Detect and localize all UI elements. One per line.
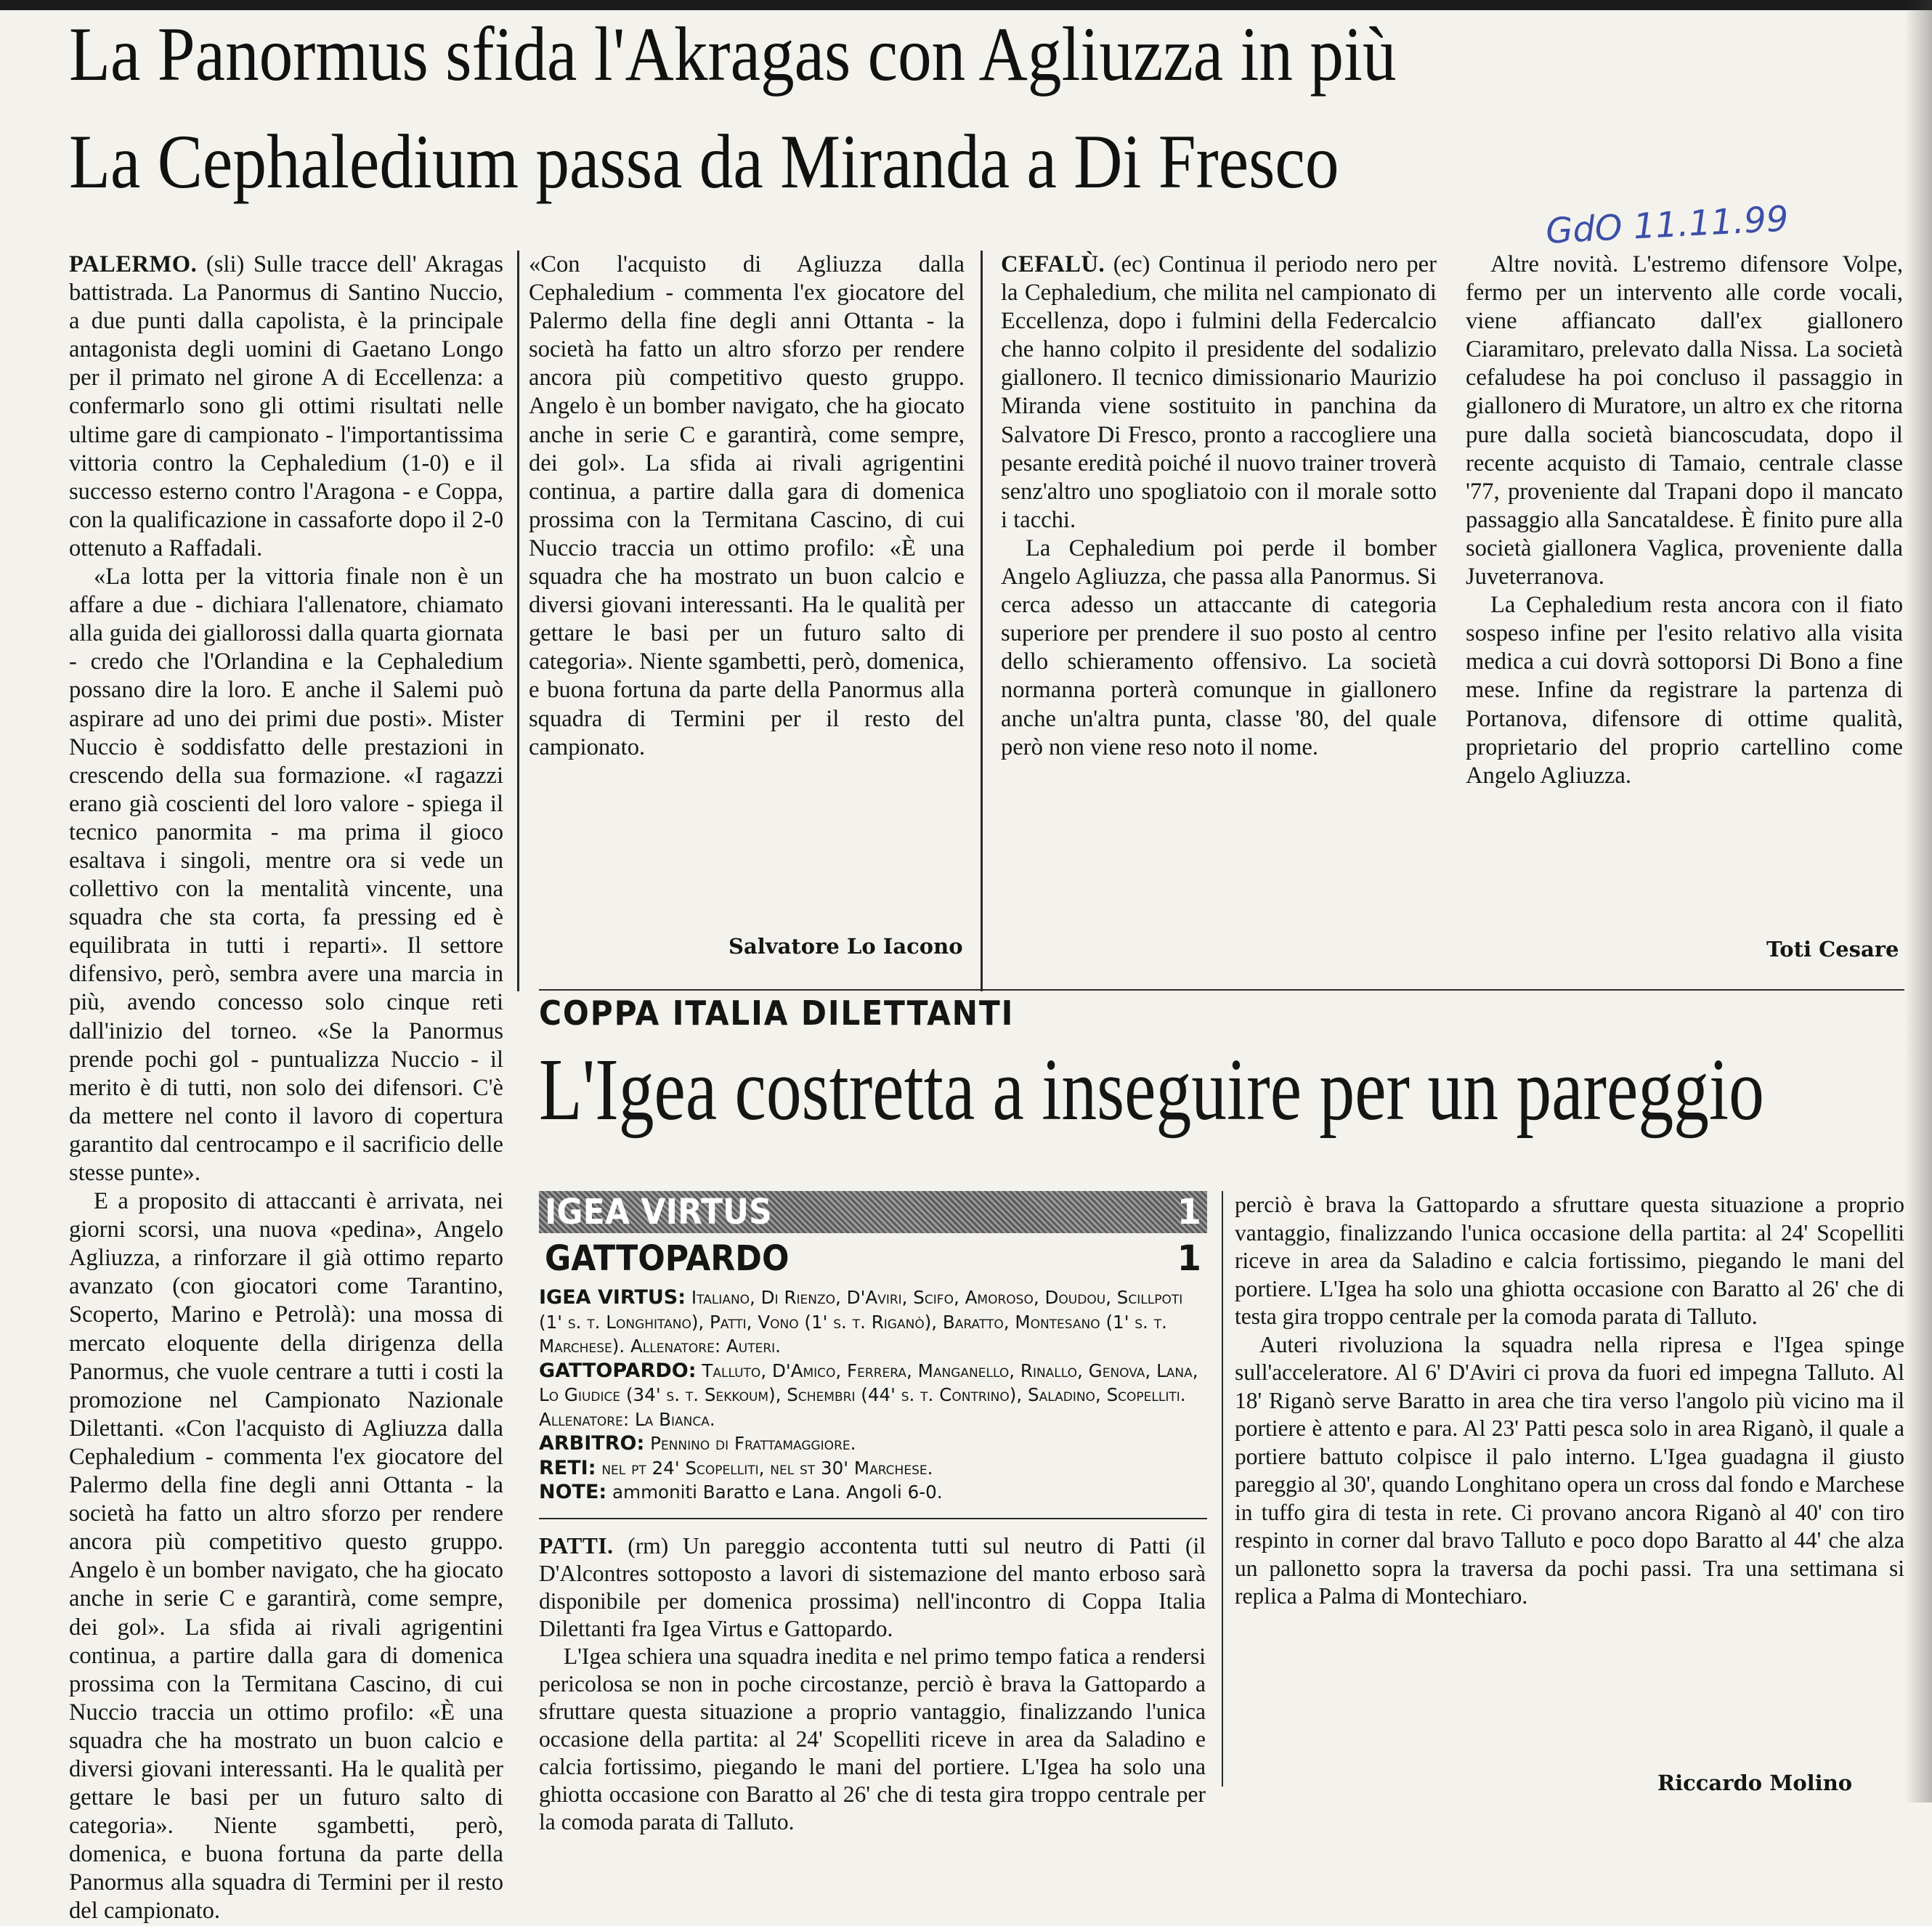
article-igea-column-2 — [1235, 1191, 1904, 1765]
lineup-label: ARBITRO: — [539, 1432, 645, 1455]
column-rule — [981, 251, 983, 991]
article-panormus-paragraph: «La lotta per la vittoria finale non è un affare a due - dichiara l'allenatore, chiamato alla guida dei giallorossi dalla quarta giornata - credo che l'Orlandina e la Cephaledium possano dire la loro. E anche il Salemi può aspirare ad uno dei primi due posti». Mister Nuccio è soddisfatto delle prestazioni in crescendo della sua formazione. «I ragazzi erano già coscienti del loro valore - spiega il tecnico panormita - ma prima il gioco esaltava i singoli, mentre ora si vede un collettivo con la mentalità vincente, una squadra che sta corta, fa pressing ed è equilibrata in tutti i reparti». Il settore difensivo, però, sembra avere una marcia in più, avendo concesso solo cinque reti dall'inizio del torneo. «Se la Panormus prende pochi gol - puntualizza Nuccio - il merito è di tutti, non solo dei difensori. C'è da mettere nel conto il lavoro di copertura garantito dal centrocampo e il sacrificio delle stesse punte». — [69, 564, 503, 1186]
article-igea-column-1 — [539, 1532, 1206, 1834]
article-igea-paragraph: (rm) Un pareggio accontenta tutti sul neutro di Patti (il D'Alcontres sottoposto a lavori di sistemazione del manto erboso sarà disponibile per domenica prossima) nell'incontro di Coppa Italia Dilettanti fra Igea Virtus e Gattopardo. — [539, 1533, 1206, 1641]
article-igea-continued: perciò è brava la Gattopardo a sfruttare questa situazione a proprio vantaggio, finalizzando l'unica occasione della partita: al 24' Scopelliti riceve in area da Saladino e calcia fortissimo, piegando le mani del portiere. L'Igea ha solo una ghiotta occasione con Baratto al 26' che di testa gira troppo centrale per la comoda parata di Talluto. — [1235, 1192, 1904, 1329]
handwritten-date-note: GdO 11.11.99 — [1544, 198, 1790, 252]
dateline-patti: PATTI. — [539, 1533, 614, 1559]
dateline-cefalu: CEFALÙ. — [1001, 251, 1105, 277]
article-cephaledium-paragraph: La Cephaledium resta ancora con il fiato sospeso infine per l'esito relativo alla visita medica a cui dovrà sottoporsi Di Bono a fine mese. Infine da registrare la partenza di Portanova, difensore di ottime qualità, proprietario del proprio cartellino come Angelo Agliuzza. — [1466, 592, 1903, 789]
article-cephaledium-paragraph: La Cephaledium poi perde il bomber Angelo Agliuzza, che passa alla Panormus. Si cerca adesso un attaccante di categoria superiore per prendere il suo posto al centro dello schieramento offensivo. La società normanna porterà comunque in giallonero anche un'altra punta, classe '80, del quale però non viene reso noto il nome. — [1001, 535, 1437, 760]
lineup-text: ammoniti Baratto e Lana. Angoli 6-0. — [612, 1482, 943, 1503]
lineup-text: Pennino di Frattamaggiore. — [650, 1433, 856, 1454]
lineup-label: IGEA VIRTUS: — [539, 1286, 686, 1309]
article-igea-paragraph: Auteri rivoluziona la squadra nella ripresa e l'Igea spinge sull'acceleratore. Al 6' D'Aviri ci prova da fuori ed impegna Talluto. Al 18' Riganò serve Baratto in area che tira verso l'angolo più vicino ma il portiere è attento e para. Al 23' Patti pesca solo in area Riganò, il quale a portiere battuto colpisce il palo interno. L'Igea guadagna il giusto pareggio al 30', quando Longhitano opera un cross dal fondo e Marchese in tuffo gira di testa in rete. Ci provano ancora Riganò al 40' con tiro respinto in corner dal bravo Talluto e poco dopo Baratto al 44' che alza un pallonetto sopra la traversa da pochi passi. Tra una settimana si replica a Palma di Montechiaro. — [1235, 1331, 1904, 1609]
team-name: IGEA VIRTUS — [545, 1192, 772, 1232]
article-panormus-paragraph: (sli) Sulle tracce dell' Akragas battistrada. La Panormus di Santino Nuccio, a due punti dalla capolista, è la principale antagonista degli uomini di Gaetano Longo per il primato nel girone A di Eccellenza: a confermarlo sono gli ottimi risultati nelle ultime gare di campionato - l'importantissima vittoria contro la Cephaledium (1-0) e il successo esterno contro l'Aragona - e Coppa, con la qualificazione in cassaforte dopo il 2-0 ottenuto a Raffadali. — [69, 251, 503, 561]
article-cephaledium-paragraph: Altre novità. L'estremo difensore Volpe, fermo per un intervento alle corde vocali, viene affiancato dall'ex giallonero Ciaramitaro, prelevato dalla Nissa. La società cefaludese ha poi concluso il passaggio in giallonero di Muratore, un altro ex che ritorna pure dalla società biancoscudata, dopo il recente acquisto di Tamaio, centrale classe '77, proveniente dal Trapani dopo il mancato passaggio alla Sancataldese. È finito pure alla società giallonera Vaglica, proveniente dalla Juveterranova. — [1466, 251, 1903, 590]
match-lineups — [539, 1285, 1207, 1505]
lineup-label: RETI: — [539, 1456, 596, 1479]
article-cephaledium-column-1 — [1001, 251, 1437, 962]
team-name: GATTOPARDO — [545, 1238, 790, 1279]
article-panormus-column-1 — [69, 251, 503, 1925]
scan-right-edge — [1904, 0, 1932, 1803]
team-goals: 1 — [1177, 1192, 1201, 1232]
byline-lo-iacono: Salvatore Lo Iacono — [728, 934, 963, 959]
headline-igea: L'Igea costretta a inseguire per un pareggio — [539, 1041, 1764, 1139]
dateline-palermo: PALERMO. — [69, 251, 198, 277]
column-rule — [1222, 1191, 1223, 1787]
headline-panormus: La Panormus sfida l'Akragas con Agliuzza in più — [69, 12, 1397, 97]
kicker-coppa-italia: COPPA ITALIA DILETTANTI — [539, 994, 1015, 1033]
lineup-text: nel pt 24' Scopelliti, nel st 30' Marchese. — [601, 1457, 933, 1479]
column-rule — [517, 251, 519, 991]
score-row-gattopardo — [539, 1238, 1207, 1280]
article-cephaledium-paragraph: (ec) Continua il periodo nero per la Cephaledium, che milita nel campionato di Eccellenza, dopo i fulmini della Federcalcio che hanno colpito il presidente del sodalizio giallonero. Il tecnico dimissionario Maurizio Miranda viene sostituito in panchina da Salvatore Di Fresco, pronto a raccogliere una pesante eredità poiché il nuovo trainer troverà senz'altro uno spogliatoio con il morale sotto i tacchi. — [1001, 251, 1437, 533]
team-goals: 1 — [1177, 1238, 1201, 1279]
lineup-text: Talluto, D'Amico, Ferrera, Manganello, Rinallo, Genova, Lana, Lo Giudice (34' s. t. Sekkoum), Schembri (44' s. t. Contrino), Saladino, Scopelliti. Allenatore: La Bianca. — [539, 1360, 1198, 1430]
article-panormus-column-2 — [529, 251, 965, 904]
section-rule — [539, 989, 1904, 991]
article-cephaledium-column-2 — [1466, 251, 1903, 933]
article-igea-paragraph: L'Igea schiera una squadra inedita e nel primo tempo fatica a rendersi pericolosa se non in poche circostanze, perciò è brava la Gattopardo a sfruttare questa situazione a proprio vantaggio, finalizzando l'unica occasione della partita: al 24' Scopelliti riceve in area da Saladino e calcia fortissimo, piegando le mani del portiere. L'Igea ha solo una ghiotta occasione con Baratto al 26' che di testa gira troppo centrale per la comoda parata di Talluto. — [539, 1643, 1206, 1834]
lineup-label: NOTE: — [539, 1481, 607, 1503]
article-panormus-paragraph: E a proposito di attaccanti è arrivata, nei giorni scorsi, una nuova «pedina», Angelo Agliuzza, a rinforzare il già ottimo reparto avanzato (con giocatori come Tarantino, Scoperto, Marino e Petrolà): una mossa di mercato eloquente della dirigenza della Panormus, che vuole centrare a tutti i costi la promozione nel Campionato Nazionale Dilettanti. «Con l'acquisto di Agliuzza dalla Cephaledium - commenta l'ex giocatore del Palermo della fine degli anni Ottanta - la società ha fatto un altro sforzo per rendere ancora più competitivo questo gruppo. Angelo è un bomber navigato, che ha giocato anche in serie C e garantirà, come sempre, dei gol». La sfida ai rivali agrigentini continua, a partire dalla gara di domenica prossima con la Termitana Cascino, di cui Nuccio traccia un ottimo profilo: «È una squadra che ha mostrato un buon calcio e diversi giovani interessanti. Ha le qualità per gettare le basi per un futuro salto di categoria». Niente sgambetti, però, domenica, e buona fortuna da parte della Panormus alla squadra di Termini per il resto del campionato. — [69, 1188, 503, 1925]
lineup-label: GATTOPARDO: — [539, 1359, 697, 1382]
lineup-text: Italiano, Di Rienzo, D'Aviri, Scifo, Amoroso, Doudou, Scillpoti (1' s. t. Longhitano), Patti, Vono (1' s. t. Riganò), Baratto, Montesano (1' s. t. Marchese). Allenatore: Auteri. — [539, 1287, 1183, 1357]
lineup-rule — [539, 1518, 1207, 1519]
article-panormus-continued: «Con l'acquisto di Agliuzza dalla Cephaledium - commenta l'ex giocatore del Palermo della fine degli anni Ottanta - la società ha fatto un altro sforzo per rendere ancora più competitivo questo gruppo. Angelo è un bomber navigato, che ha giocato anche in serie C e garantirà, come sempre, dei gol». La sfida ai rivali agrigentini continua, a partire dalla gara di domenica prossima con la Termitana Cascino, di cui Nuccio traccia un ottimo profilo: «È una squadra che ha mostrato un buon calcio e diversi giovani interessanti. Ha le qualità per gettare le basi per un futuro salto di categoria». Niente sgambetti, però, domenica, e buona fortuna da parte della Panormus alla squadra di Termini per il resto del campionato. — [529, 251, 965, 760]
scan-top-edge — [0, 0, 1932, 10]
headline-cephaledium: La Cephaledium passa da Miranda a Di Fresco — [69, 119, 1339, 204]
score-row-igea — [539, 1191, 1207, 1233]
byline-cesare: Toti Cesare — [1766, 937, 1899, 962]
byline-molino: Riccardo Molino — [1657, 1771, 1853, 1795]
